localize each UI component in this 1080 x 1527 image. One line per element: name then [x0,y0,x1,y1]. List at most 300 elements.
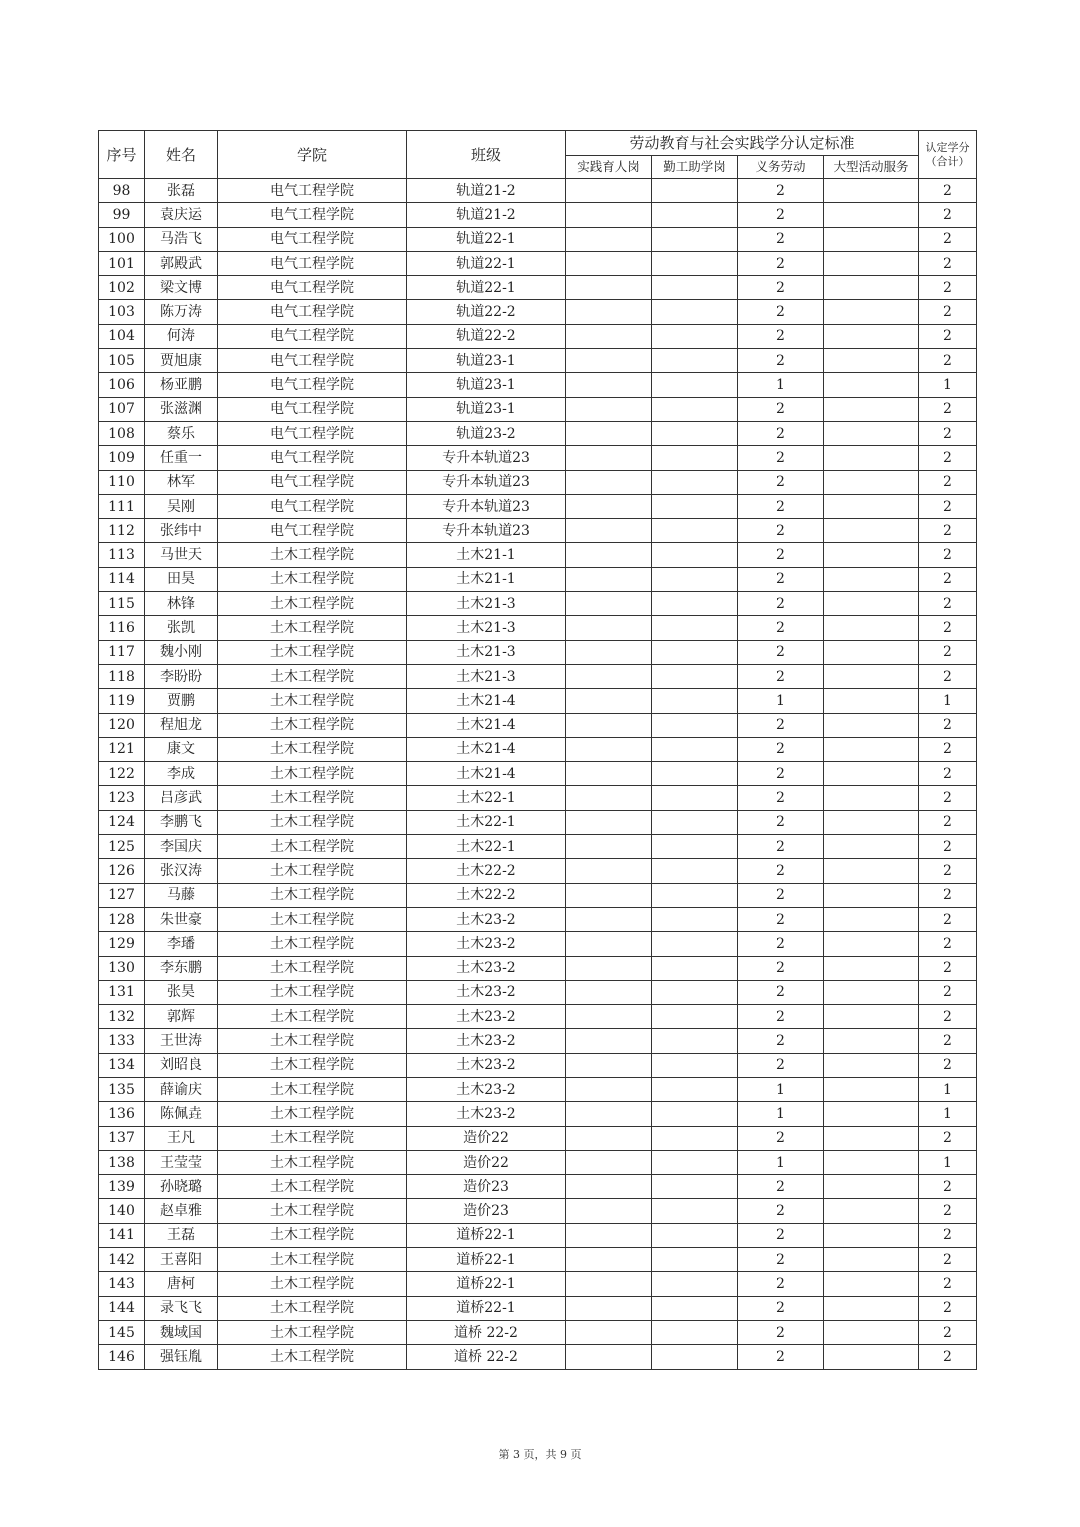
cell-event-service [824,446,919,470]
cell-work-study-post [652,713,738,737]
cell-practice-post [566,494,652,518]
cell-college: 土木工程学院 [218,1053,407,1077]
cell-class: 道桥22-1 [407,1248,566,1272]
cell-event-service [824,737,919,761]
table-row [99,1296,977,1320]
cell-event-service [824,397,919,421]
cell-index: 139 [99,1175,145,1199]
cell-work-study-post [652,179,738,203]
cell-class: 道桥22-1 [407,1272,566,1296]
cell-college: 土木工程学院 [218,737,407,761]
cell-volunteer-labor: 2 [738,397,824,421]
cell-class: 专升本轨道23 [407,494,566,518]
cell-college: 土木工程学院 [218,1223,407,1247]
cell-index: 143 [99,1272,145,1296]
cell-practice-post [566,276,652,300]
cell-event-service [824,616,919,640]
cell-class: 轨道22-2 [407,300,566,324]
cell-class: 道桥22-1 [407,1223,566,1247]
cell-class: 土木23-2 [407,1053,566,1077]
cell-volunteer-labor: 2 [738,810,824,834]
cell-index: 114 [99,567,145,591]
cell-total-credit: 2 [919,592,977,616]
cell-class: 造价23 [407,1199,566,1223]
cell-work-study-post [652,1053,738,1077]
table-row [99,664,977,688]
cell-index: 128 [99,907,145,931]
cell-college: 土木工程学院 [218,1320,407,1344]
cell-work-study-post [652,762,738,786]
cell-index: 136 [99,1102,145,1126]
cell-name: 王磊 [145,1223,218,1247]
cell-class: 专升本轨道23 [407,519,566,543]
table-row [99,421,977,445]
cell-event-service [824,689,919,713]
cell-event-service [824,1005,919,1029]
table-row [99,932,977,956]
cell-work-study-post [652,1272,738,1296]
cell-volunteer-labor: 2 [738,421,824,445]
cell-practice-post [566,1053,652,1077]
table-row [99,1345,977,1369]
cell-volunteer-labor: 1 [738,1102,824,1126]
cell-total-credit: 1 [919,1102,977,1126]
cell-event-service [824,664,919,688]
cell-class: 专升本轨道23 [407,470,566,494]
cell-volunteer-labor: 2 [738,1272,824,1296]
table-row [99,251,977,275]
cell-index: 125 [99,835,145,859]
cell-college: 电气工程学院 [218,179,407,203]
cell-work-study-post [652,567,738,591]
table-row [99,1150,977,1174]
cell-practice-post [566,227,652,251]
cell-index: 118 [99,664,145,688]
table-row [99,616,977,640]
cell-class: 土木21-1 [407,567,566,591]
header-practice-post: 实践育人岗 [566,156,652,179]
cell-name: 刘昭良 [145,1053,218,1077]
cell-college: 土木工程学院 [218,1102,407,1126]
cell-name: 林军 [145,470,218,494]
cell-total-credit: 2 [919,1345,977,1369]
cell-class: 造价22 [407,1126,566,1150]
cell-volunteer-labor: 2 [738,980,824,1004]
cell-index: 142 [99,1248,145,1272]
cell-name: 张凯 [145,616,218,640]
cell-class: 轨道22-1 [407,251,566,275]
cell-volunteer-labor: 2 [738,519,824,543]
cell-work-study-post [652,810,738,834]
cell-work-study-post [652,349,738,373]
cell-index: 113 [99,543,145,567]
cell-college: 电气工程学院 [218,494,407,518]
cell-work-study-post [652,543,738,567]
table-row [99,203,977,227]
cell-event-service [824,835,919,859]
cell-name: 郭辉 [145,1005,218,1029]
cell-college: 土木工程学院 [218,543,407,567]
table-row [99,494,977,518]
table-row [99,1199,977,1223]
cell-volunteer-labor: 2 [738,1320,824,1344]
cell-volunteer-labor: 2 [738,883,824,907]
cell-college: 土木工程学院 [218,1272,407,1296]
cell-event-service [824,1320,919,1344]
cell-college: 电气工程学院 [218,276,407,300]
table-row [99,276,977,300]
cell-work-study-post [652,835,738,859]
cell-practice-post [566,446,652,470]
cell-total-credit: 2 [919,1248,977,1272]
cell-index: 109 [99,446,145,470]
cell-work-study-post [652,932,738,956]
cell-work-study-post [652,640,738,664]
cell-index: 112 [99,519,145,543]
cell-college: 电气工程学院 [218,446,407,470]
cell-total-credit: 2 [919,397,977,421]
cell-event-service [824,1199,919,1223]
cell-work-study-post [652,907,738,931]
table-row [99,1126,977,1150]
cell-name: 程旭龙 [145,713,218,737]
table-row [99,980,977,1004]
cell-work-study-post [652,737,738,761]
header-total-credit [919,131,977,179]
cell-event-service [824,470,919,494]
cell-event-service [824,276,919,300]
cell-college: 土木工程学院 [218,640,407,664]
cell-college: 土木工程学院 [218,859,407,883]
cell-event-service [824,421,919,445]
cell-name: 张磊 [145,179,218,203]
cell-total-credit: 1 [919,1077,977,1101]
cell-index: 100 [99,227,145,251]
cell-class: 轨道23-2 [407,421,566,445]
header-event-service: 大型活动服务 [824,156,919,179]
cell-work-study-post [652,1345,738,1369]
cell-volunteer-labor: 2 [738,1296,824,1320]
cell-volunteer-labor: 2 [738,932,824,956]
table-row [99,397,977,421]
cell-class: 土木21-1 [407,543,566,567]
cell-work-study-post [652,1126,738,1150]
cell-practice-post [566,203,652,227]
cell-index: 102 [99,276,145,300]
cell-name: 薛谕庆 [145,1077,218,1101]
cell-college: 土木工程学院 [218,835,407,859]
cell-college: 土木工程学院 [218,980,407,1004]
cell-index: 126 [99,859,145,883]
cell-name: 魏域国 [145,1320,218,1344]
cell-college: 电气工程学院 [218,349,407,373]
cell-name: 康文 [145,737,218,761]
table-body [99,179,977,1370]
table-row [99,956,977,980]
header-volunteer-labor: 义务劳动 [738,156,824,179]
cell-index: 121 [99,737,145,761]
table-row [99,1320,977,1344]
cell-total-credit: 2 [919,713,977,737]
cell-total-credit: 2 [919,1296,977,1320]
page-footer: 第 3 页，共 9 页 [498,1448,582,1461]
cell-volunteer-labor: 2 [738,956,824,980]
cell-name: 梁文博 [145,276,218,300]
cell-work-study-post [652,664,738,688]
cell-name: 强钰胤 [145,1345,218,1369]
table-row [99,1102,977,1126]
cell-work-study-post [652,494,738,518]
cell-practice-post [566,1345,652,1369]
cell-class: 土木22-1 [407,835,566,859]
cell-volunteer-labor: 2 [738,616,824,640]
cell-total-credit: 2 [919,1320,977,1344]
cell-total-credit: 2 [919,276,977,300]
cell-total-credit: 2 [919,762,977,786]
cell-class: 造价22 [407,1150,566,1174]
cell-index: 138 [99,1150,145,1174]
table-row [99,640,977,664]
cell-name: 马浩飞 [145,227,218,251]
table-row [99,786,977,810]
cell-practice-post [566,786,652,810]
cell-index: 103 [99,300,145,324]
cell-index: 132 [99,1005,145,1029]
cell-index: 123 [99,786,145,810]
cell-practice-post [566,907,652,931]
cell-volunteer-labor: 2 [738,640,824,664]
cell-practice-post [566,1005,652,1029]
cell-total-credit: 2 [919,640,977,664]
cell-college: 电气工程学院 [218,203,407,227]
cell-work-study-post [652,300,738,324]
cell-total-credit: 2 [919,1199,977,1223]
cell-practice-post [566,762,652,786]
cell-index: 117 [99,640,145,664]
cell-name: 孙晓璐 [145,1175,218,1199]
cell-class: 轨道23-1 [407,349,566,373]
cell-work-study-post [652,1223,738,1247]
cell-name: 蔡乐 [145,421,218,445]
cell-total-credit: 2 [919,956,977,980]
cell-total-credit: 2 [919,494,977,518]
cell-name: 贾鹏 [145,689,218,713]
cell-work-study-post [652,1077,738,1101]
cell-college: 电气工程学院 [218,251,407,275]
cell-event-service [824,1272,919,1296]
cell-total-credit: 2 [919,737,977,761]
cell-name: 陈佩垚 [145,1102,218,1126]
cell-class: 道桥22-1 [407,1296,566,1320]
cell-class: 土木23-2 [407,1005,566,1029]
cell-work-study-post [652,519,738,543]
cell-total-credit: 2 [919,567,977,591]
cell-event-service [824,519,919,543]
cell-name: 吴刚 [145,494,218,518]
cell-name: 张滋渊 [145,397,218,421]
cell-total-credit: 2 [919,1223,977,1247]
cell-event-service [824,762,919,786]
cell-volunteer-labor: 2 [738,324,824,348]
cell-total-credit: 2 [919,883,977,907]
cell-volunteer-labor: 2 [738,1126,824,1150]
cell-index: 120 [99,713,145,737]
cell-college: 土木工程学院 [218,664,407,688]
cell-class: 轨道21-2 [407,203,566,227]
table-row [99,1272,977,1296]
cell-work-study-post [652,859,738,883]
table-row [99,1223,977,1247]
cell-total-credit: 1 [919,373,977,397]
cell-practice-post [566,640,652,664]
cell-event-service [824,543,919,567]
table-row [99,179,977,203]
cell-college: 土木工程学院 [218,1150,407,1174]
cell-volunteer-labor: 2 [738,835,824,859]
table-row [99,592,977,616]
cell-class: 道桥 22-2 [407,1345,566,1369]
cell-practice-post [566,616,652,640]
cell-event-service [824,1077,919,1101]
cell-event-service [824,179,919,203]
cell-name: 郭殿武 [145,251,218,275]
cell-index: 131 [99,980,145,1004]
cell-event-service [824,1029,919,1053]
cell-total-credit: 2 [919,470,977,494]
table-row [99,1248,977,1272]
cell-practice-post [566,1175,652,1199]
cell-volunteer-labor: 2 [738,737,824,761]
cell-class: 土木21-3 [407,616,566,640]
cell-class: 轨道22-2 [407,324,566,348]
cell-name: 任重一 [145,446,218,470]
cell-practice-post [566,689,652,713]
cell-practice-post [566,300,652,324]
cell-volunteer-labor: 2 [738,251,824,275]
cell-index: 140 [99,1199,145,1223]
cell-work-study-post [652,1005,738,1029]
cell-name: 李成 [145,762,218,786]
cell-work-study-post [652,1029,738,1053]
cell-total-credit: 2 [919,980,977,1004]
cell-class: 专升本轨道23 [407,446,566,470]
cell-work-study-post [652,1320,738,1344]
cell-index: 122 [99,762,145,786]
cell-practice-post [566,980,652,1004]
cell-event-service [824,1102,919,1126]
cell-event-service [824,251,919,275]
cell-volunteer-labor: 2 [738,1005,824,1029]
cell-college: 土木工程学院 [218,1248,407,1272]
cell-work-study-post [652,227,738,251]
cell-volunteer-labor: 2 [738,1053,824,1077]
cell-practice-post [566,713,652,737]
cell-practice-post [566,470,652,494]
cell-class: 土木22-2 [407,883,566,907]
cell-index: 99 [99,203,145,227]
cell-class: 轨道23-1 [407,397,566,421]
cell-class: 造价23 [407,1175,566,1199]
cell-practice-post [566,421,652,445]
cell-volunteer-labor: 2 [738,664,824,688]
cell-event-service [824,592,919,616]
cell-volunteer-labor: 1 [738,689,824,713]
cell-name: 李国庆 [145,835,218,859]
cell-college: 土木工程学院 [218,762,407,786]
cell-class: 土木21-3 [407,664,566,688]
cell-practice-post [566,373,652,397]
table-row [99,859,977,883]
cell-practice-post [566,251,652,275]
cell-class: 轨道22-1 [407,227,566,251]
cell-practice-post [566,179,652,203]
cell-college: 土木工程学院 [218,1345,407,1369]
cell-total-credit: 2 [919,300,977,324]
table-row [99,349,977,373]
cell-index: 130 [99,956,145,980]
cell-event-service [824,1175,919,1199]
cell-work-study-post [652,616,738,640]
cell-work-study-post [652,1150,738,1174]
cell-practice-post [566,835,652,859]
cell-class: 轨道23-1 [407,373,566,397]
cell-total-credit: 2 [919,1272,977,1296]
cell-index: 127 [99,883,145,907]
cell-index: 104 [99,324,145,348]
cell-class: 土木22-2 [407,859,566,883]
cell-work-study-post [652,883,738,907]
cell-total-credit: 2 [919,616,977,640]
cell-college: 土木工程学院 [218,810,407,834]
cell-practice-post [566,810,652,834]
cell-event-service [824,1223,919,1247]
cell-event-service [824,324,919,348]
cell-college: 电气工程学院 [218,519,407,543]
cell-class: 土木21-3 [407,640,566,664]
cell-class: 土木21-4 [407,689,566,713]
cell-work-study-post [652,1175,738,1199]
cell-total-credit: 2 [919,932,977,956]
table-row [99,324,977,348]
cell-practice-post [566,883,652,907]
cell-volunteer-labor: 2 [738,179,824,203]
cell-total-credit: 2 [919,349,977,373]
cell-index: 129 [99,932,145,956]
cell-college: 电气工程学院 [218,421,407,445]
cell-event-service [824,883,919,907]
cell-index: 110 [99,470,145,494]
cell-practice-post [566,592,652,616]
cell-name: 李东鹏 [145,956,218,980]
cell-class: 土木22-1 [407,786,566,810]
header-credit-standard: 劳动教育与社会实践学分认定标准 [566,131,919,156]
header-class: 班级 [407,131,566,179]
cell-work-study-post [652,276,738,300]
cell-event-service [824,567,919,591]
cell-event-service [824,932,919,956]
header-index: 序号 [99,131,145,179]
cell-practice-post [566,397,652,421]
cell-college: 电气工程学院 [218,227,407,251]
cell-total-credit: 2 [919,324,977,348]
header-work-study-post: 勤工助学岗 [652,156,738,179]
cell-index: 144 [99,1296,145,1320]
cell-index: 124 [99,810,145,834]
table-row [99,567,977,591]
table-row [99,519,977,543]
cell-volunteer-labor: 2 [738,349,824,373]
cell-practice-post [566,1029,652,1053]
